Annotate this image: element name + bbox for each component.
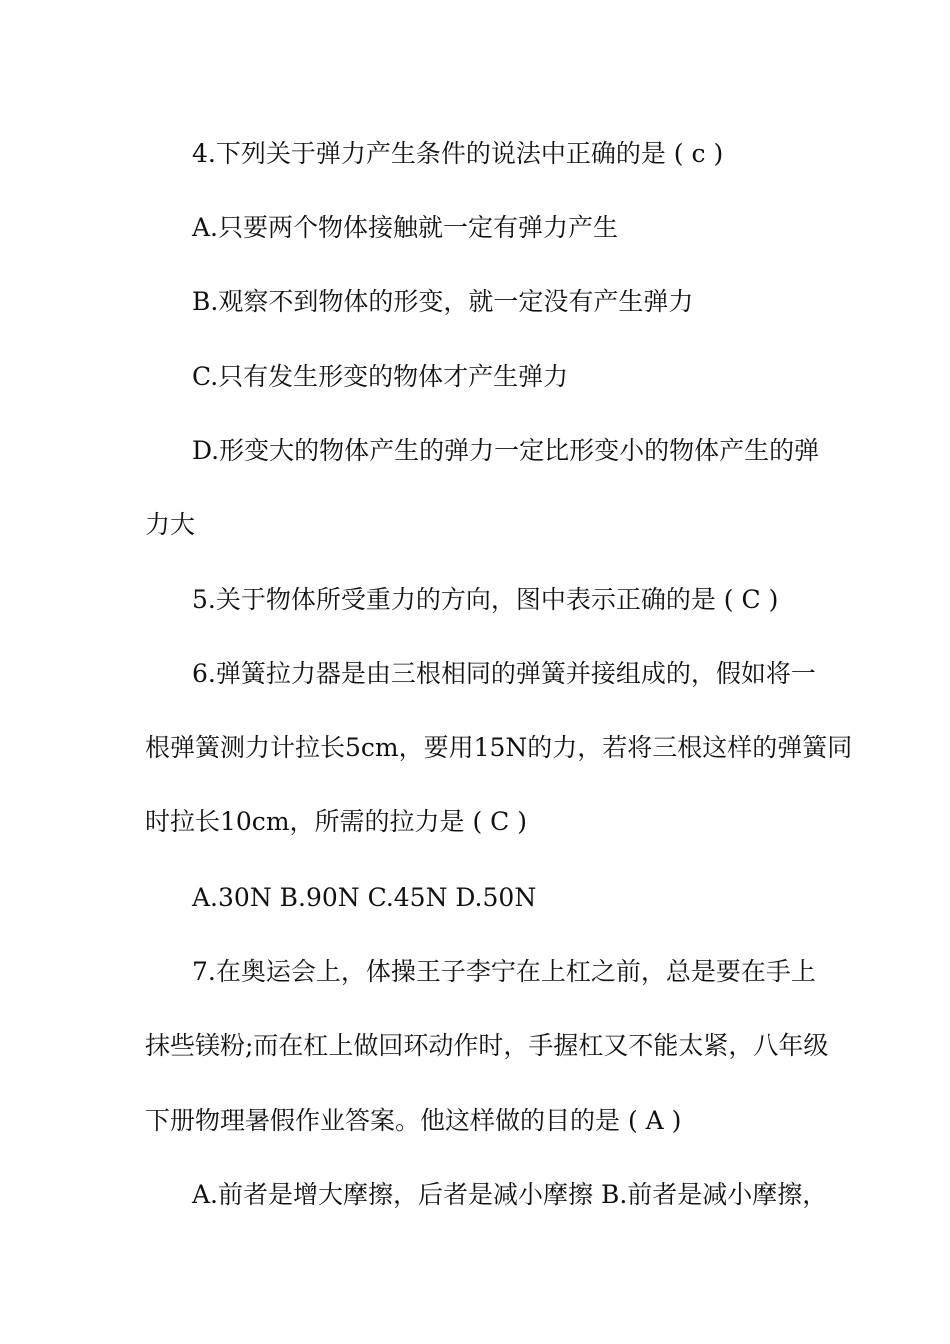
question-7-stem-line-2: 抹些镁粉;而在杠上做回环动作时，手握杠又不能太紧，八年级 [145, 1031, 829, 1060]
question-4-option-b: B.观察不到物体的形变，就一定没有产生弹力 [192, 287, 694, 316]
question-4-option-c: C.只有发生形变的物体才产生弹力 [192, 362, 569, 391]
question-7-stem: 7.在奥运会上，体操王子李宁在上杠之前，总是要在手上 [192, 957, 816, 986]
question-6-options: A.30N B.90N C.45N D.50N [192, 883, 537, 912]
question-5-stem: 5.关于物体所受重力的方向，图中表示正确的是 ( C ) [192, 585, 779, 614]
question-4-option-d-continued: 力大 [145, 510, 196, 539]
question-6-stem-line-2: 根弹簧测力计拉长5cm，要用15N的力，若将三根这样的弹簧同 [145, 733, 853, 762]
question-4-stem: 4.下列关于弹力产生条件的说法中正确的是 ( c ) [192, 139, 724, 168]
question-7-options: A.前者是增大摩擦，后者是减小摩擦 B.前者是减小摩擦， [192, 1180, 828, 1209]
question-6-stem-line-3: 时拉长10cm，所需的拉力是 ( C ) [145, 807, 527, 836]
question-7-stem-line-3: 下册物理暑假作业答案。他这样做的目的是 ( A ) [145, 1106, 682, 1135]
question-4-option-a: A.只要两个物体接触就一定有弹力产生 [192, 213, 619, 242]
question-4-option-d: D.形变大的物体产生的弹力一定比形变小的物体产生的弹 [192, 436, 820, 465]
question-6-stem: 6.弹簧拉力器是由三根相同的弹簧并接组成的，假如将一 [192, 659, 816, 688]
